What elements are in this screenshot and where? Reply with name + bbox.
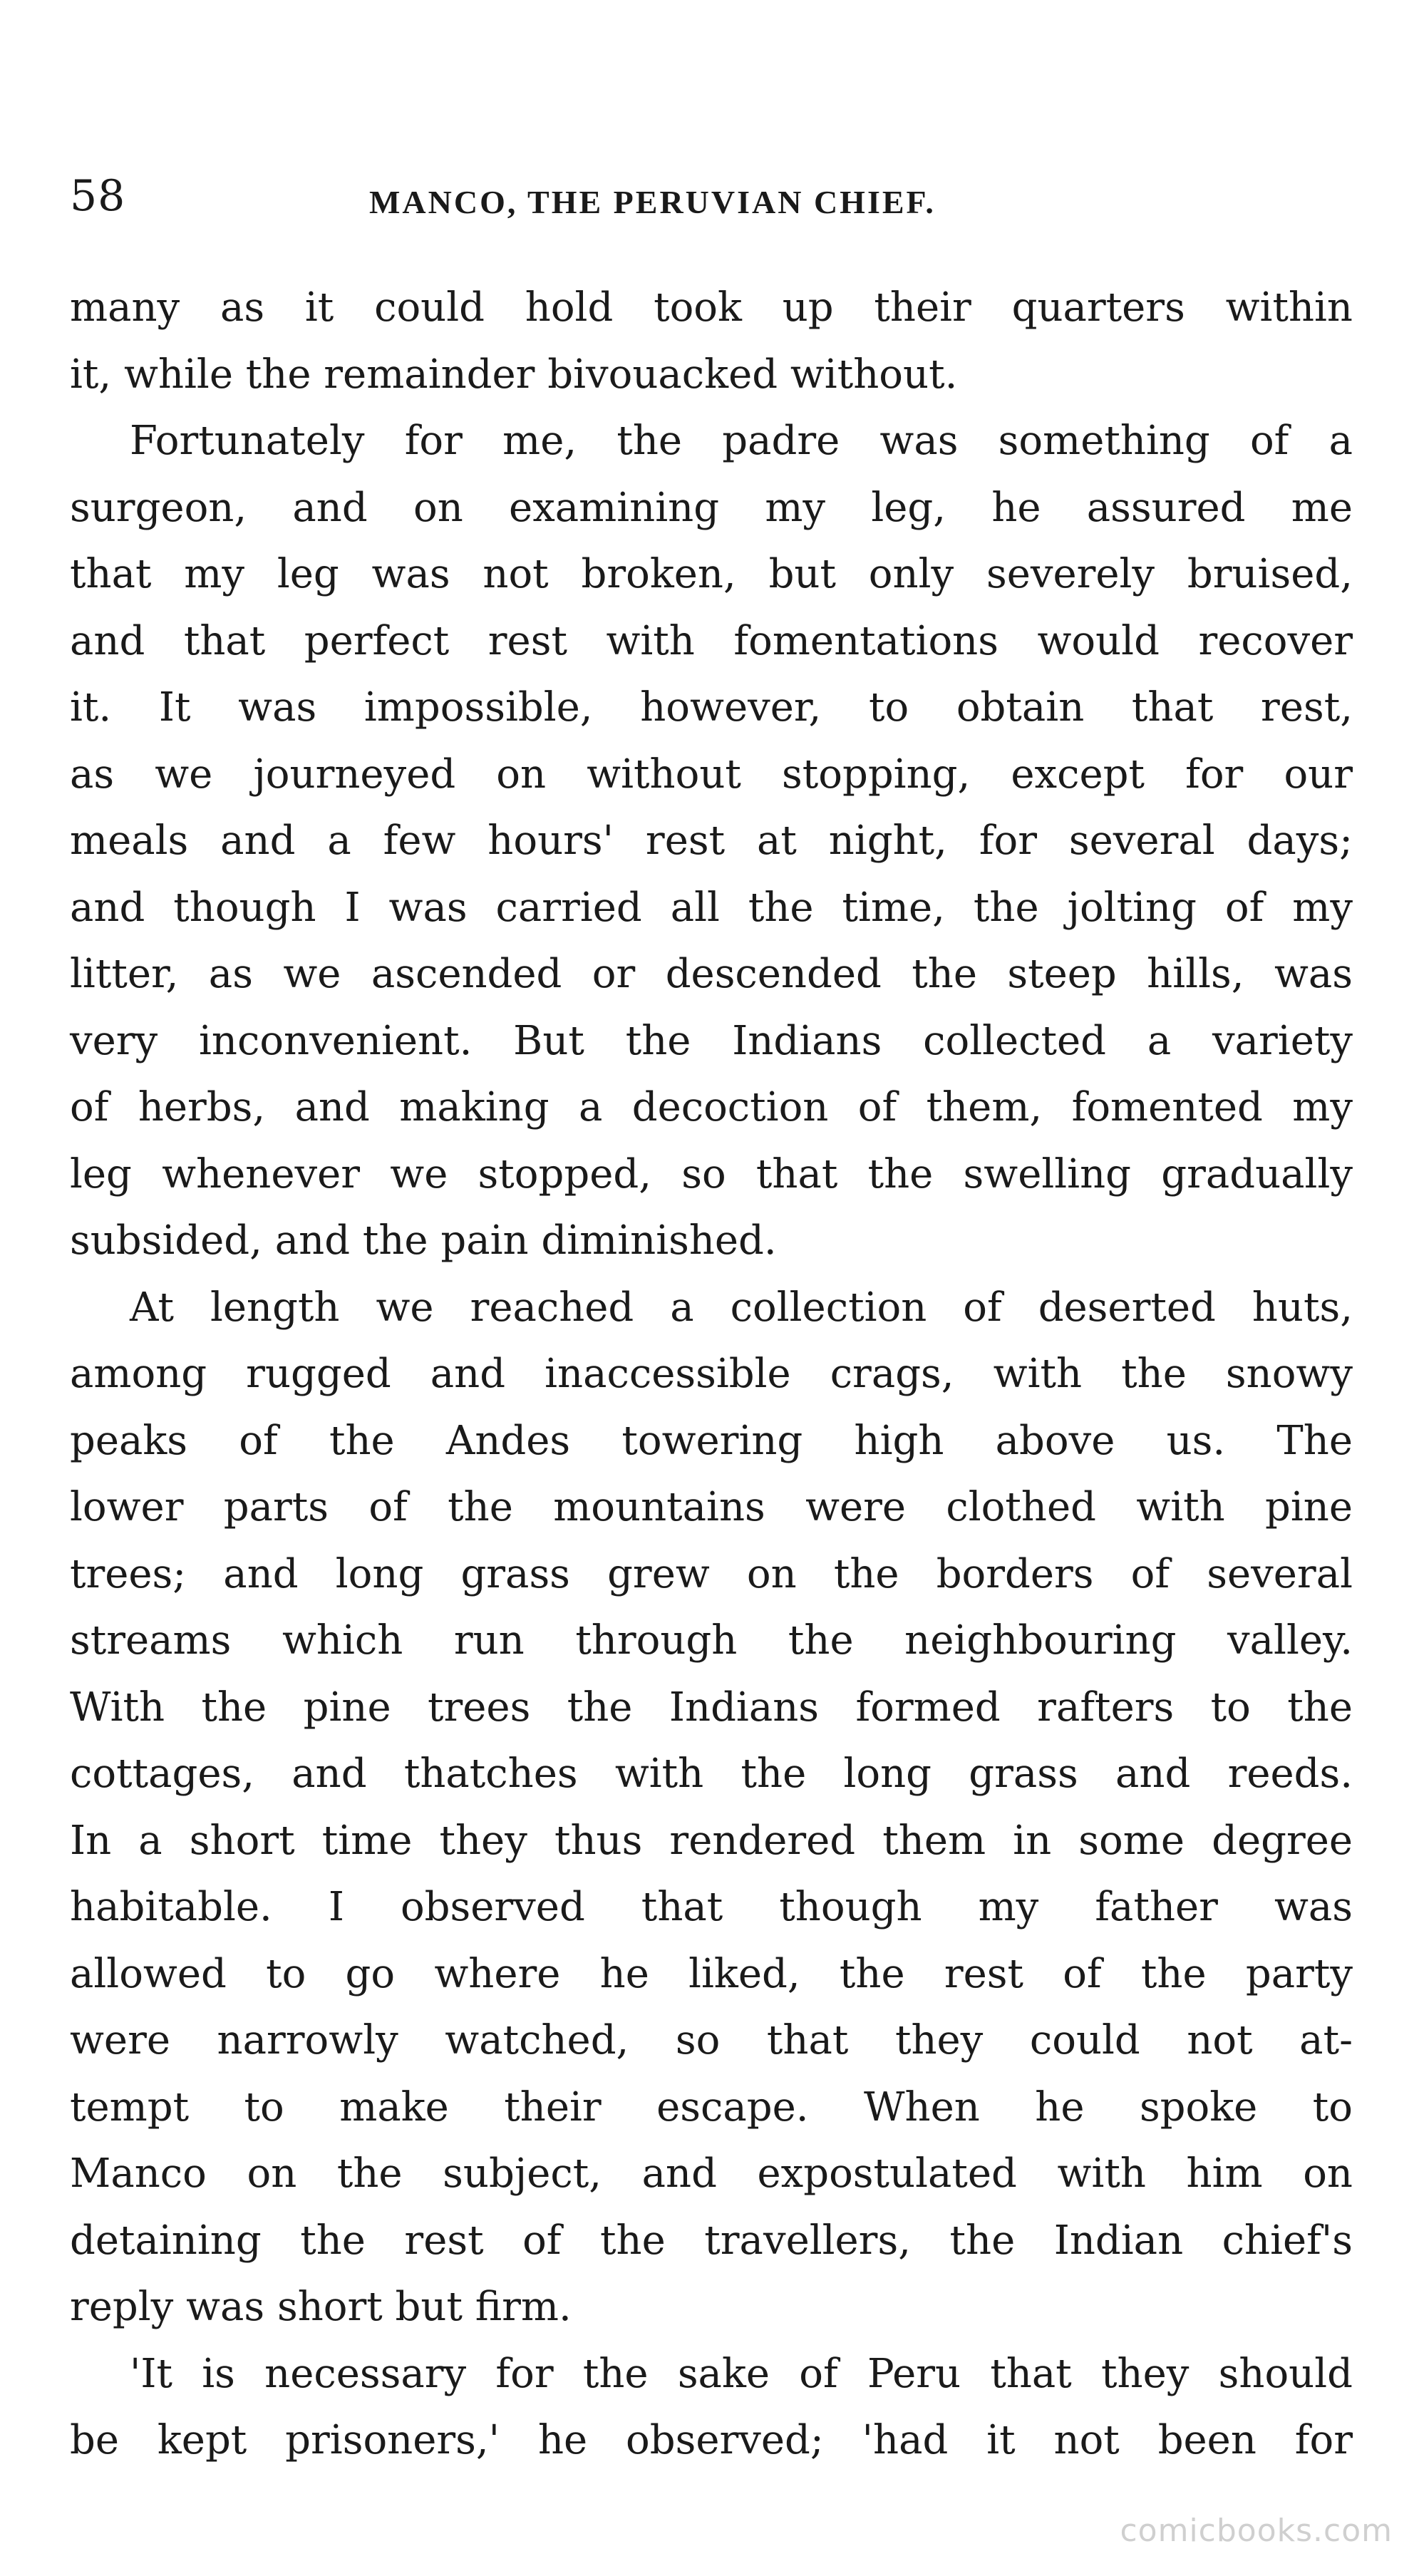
text-line: surgeon, and on examining my leg, he assured me: [70, 484, 1353, 531]
text-line: With the pine trees the Indians formed rafters to the: [70, 1684, 1353, 1731]
text-line: it, while the remainder bivouacked without.: [70, 351, 958, 398]
text-line: habitable. I observed that though my father was: [70, 1884, 1353, 1930]
text-line: meals and a few hours' rest at night, for several days;: [70, 818, 1353, 864]
paragraph: [70, 408, 1353, 1274]
text-line: and though I was carried all the time, the jolting of my: [70, 884, 1353, 931]
body-text: [70, 274, 1353, 2474]
paragraph: [70, 1274, 1353, 2341]
text-line: very inconvenient. But the Indians collected a variety: [70, 1017, 1353, 1064]
text-line: 'It is necessary for the sake of Peru that they should: [130, 2350, 1353, 2397]
text-line: allowed to go where he liked, the rest of the party: [70, 1950, 1353, 1997]
text-line: peaks of the Andes towering high above us. The: [70, 1417, 1353, 1464]
text-line: leg whenever we stopped, so that the swelling gradually: [70, 1150, 1353, 1197]
text-line: lower parts of the mountains were clothed with pine: [70, 1484, 1353, 1530]
text-line: of herbs, and making a decoction of them, fomented my: [70, 1084, 1353, 1130]
text-line: tempt to make their escape. When he spoke to: [70, 2083, 1353, 2131]
paragraph: [70, 2341, 1353, 2474]
page-number: 58: [70, 171, 126, 221]
text-line: and that perfect rest with fomentations would recover: [70, 617, 1353, 664]
text-line: At length we reached a collection of deserted huts,: [130, 1284, 1353, 1331]
page-header: [70, 168, 1353, 232]
text-line: reply was short but firm.: [70, 2284, 572, 2330]
text-line: that my leg was not broken, but only severely bruised,: [70, 551, 1353, 597]
text-line: as we journeyed on without stopping, except for our: [70, 751, 1353, 798]
text-line: streams which run through the neighbouring valley.: [70, 1617, 1353, 1664]
watermark: comicbooks.com: [1120, 2513, 1393, 2549]
text-line: cottages, and thatches with the long grass and reeds.: [70, 1751, 1353, 1797]
text-line: Manco on the subject, and expostulated with him on: [70, 2150, 1353, 2197]
text-line: were narrowly watched, so that they could not at-: [70, 2017, 1353, 2064]
text-line: many as it could hold took up their quarters within: [70, 284, 1353, 331]
text-line: trees; and long grass grew on the borders of several: [70, 1550, 1353, 1597]
text-line: among rugged and inaccessible crags, with the snowy: [70, 1351, 1353, 1397]
text-line: it. It was impossible, however, to obtain that rest,: [70, 684, 1353, 731]
running-head: MANCO, THE PERUVIAN CHIEF.: [369, 184, 936, 220]
text-line: detaining the rest of the travellers, the Indian chief's: [70, 2217, 1353, 2264]
paragraph: [70, 274, 1353, 408]
text-line: be kept prisoners,' he observed; 'had it not been for: [70, 2417, 1353, 2463]
text-line: Fortunately for me, the padre was something of a: [130, 418, 1353, 464]
text-line: litter, as we ascended or descended the steep hills, was: [70, 951, 1353, 997]
text-line: subsided, and the pain diminished.: [70, 1217, 777, 1264]
text-line: In a short time they thus rendered them in some degree: [70, 1817, 1353, 1864]
